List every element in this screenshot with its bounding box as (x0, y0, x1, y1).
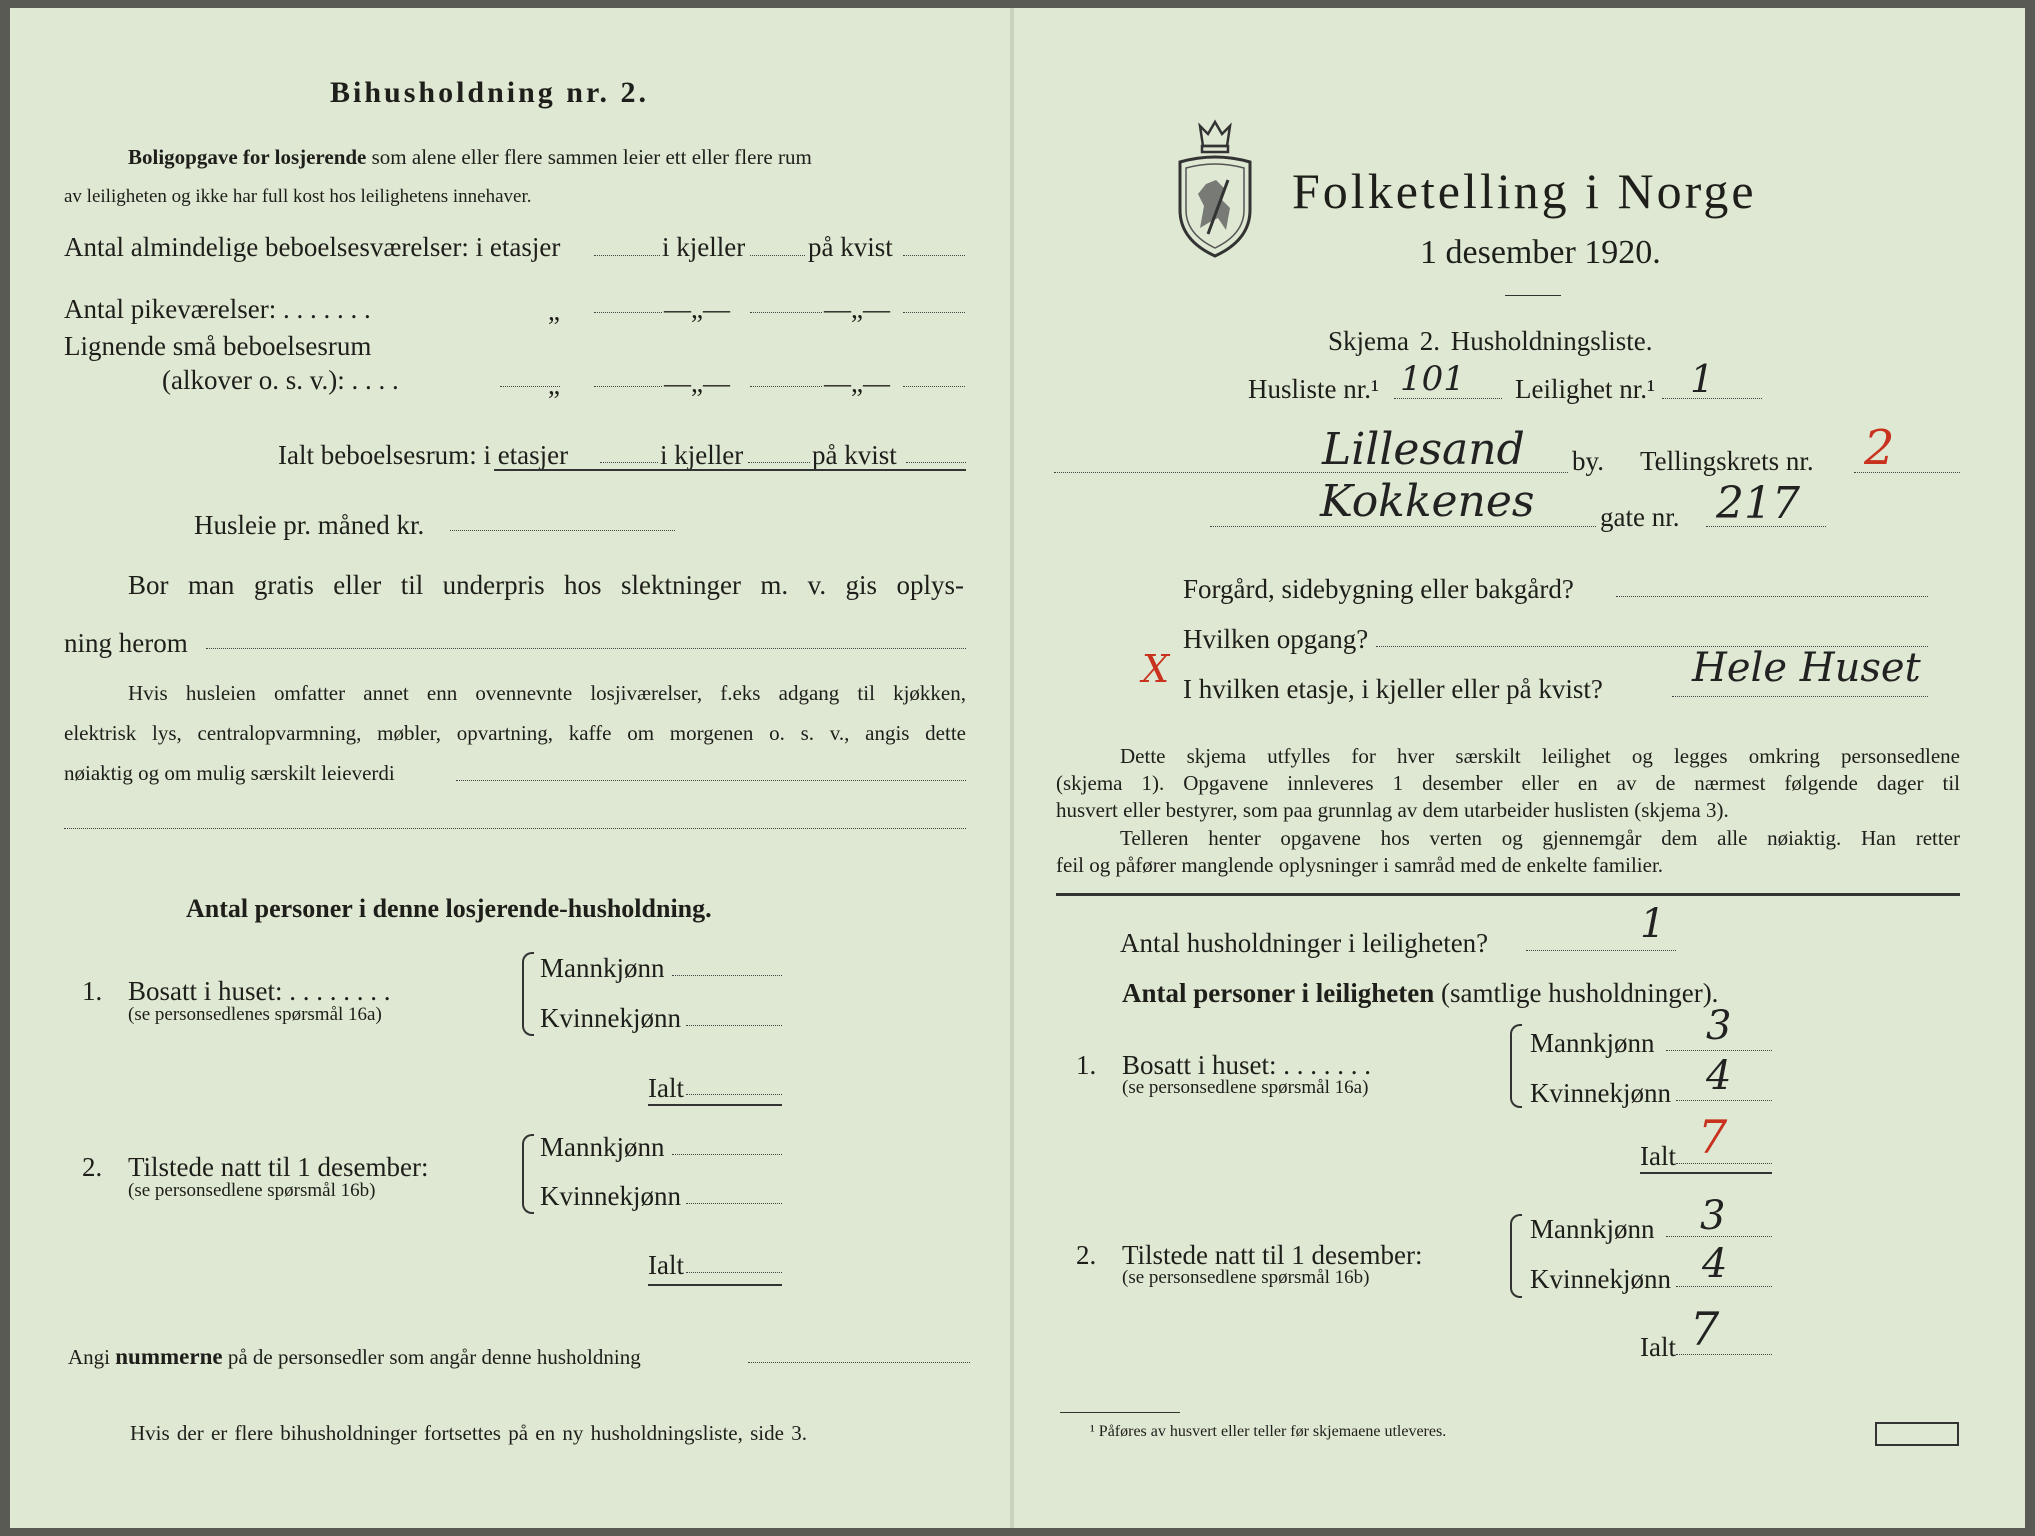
left-q2-label: Tilstede natt til 1 desember: (128, 1152, 429, 1182)
intro-line-2: av leiligheten og ikke har full kost hos leilighetens innehaver. (64, 186, 532, 207)
info-line-2: (skjema 1). Opgavene innleveres 1 desember eller en av de nærmest følgende dager til (1056, 771, 1960, 795)
left-q1-kvinne-line (686, 1025, 782, 1026)
ialt-etasjer-line (600, 462, 658, 463)
ialt-kjeller-label: i kjeller (660, 440, 744, 470)
rooms-kjeller-line (750, 255, 805, 256)
left-q2-kvinne-line (686, 1203, 782, 1204)
footnote: ¹ Påføres av husvert eller teller før skjemaene utleveres. (1090, 1423, 1447, 1440)
gate-label: gate nr. (1600, 502, 1680, 532)
gate-nr-value: 217 (1716, 478, 1800, 529)
etasje-value: Hele Huset (1692, 645, 1921, 691)
left-q1-ialt-underline (648, 1104, 782, 1106)
right-q2-kvinne: Kvinnekjønn (1530, 1264, 1671, 1294)
right-q1-ialt-underline (1640, 1172, 1772, 1174)
left-q1-num: 1. (82, 976, 103, 1006)
pike-line-1 (594, 312, 662, 313)
right-q1-kvinne-line (1676, 1100, 1772, 1101)
ialt-kvist-line (906, 462, 966, 463)
lign-ditto-1: „ (548, 370, 560, 400)
left-q1-ialt: Ialt (648, 1073, 684, 1103)
section-divider (1056, 893, 1960, 896)
form-date: 1 desember 1920. (1420, 234, 1661, 271)
husliste-label: Husliste nr.¹ (1248, 374, 1380, 404)
by-value: Lillesand (1322, 424, 1525, 475)
lign-line-3 (903, 386, 965, 387)
pike-line-3 (903, 312, 965, 313)
etasje-label: I hvilken etasje, i kjeller eller på kvist? (1183, 674, 1603, 704)
right-persons-bold: Antal personer i leiligheten (1122, 978, 1435, 1008)
by-label: by. (1572, 446, 1604, 476)
left-q1-label: Bosatt i huset: . . . . . . . . (128, 976, 391, 1006)
right-q1-label: Bosatt i huset: . . . . . . . (1122, 1050, 1371, 1080)
right-persons-heading (1122, 980, 1718, 1007)
tellingskrets-line (1854, 472, 1960, 473)
hvis-line-2: elektrisk lys, centralopvarmning, møbler, opvartning, kaffe om morgenen o. s. v., angis dette (64, 721, 966, 745)
left-q2-ialt: Ialt (648, 1250, 684, 1280)
lignende-label-1: Lignende små beboelsesrum (64, 331, 372, 361)
title-rule (1505, 295, 1561, 296)
tellingskrets-value: 2 (1864, 420, 1895, 476)
left-footer: Hvis der er flere bihusholdninger fortsettes på en ny husholdningsliste, side 3. (130, 1421, 807, 1445)
left-persons-heading: Antal personer i denne losjerende-husholdning. (186, 894, 712, 923)
rooms-kvist-label: på kvist (808, 232, 893, 262)
husliste-value: 101 (1400, 359, 1465, 399)
leieverdi-line (456, 780, 966, 781)
rooms-label: Antal almindelige beboelsesværelser: i etasjer (64, 232, 561, 262)
lign-ditto-2: —„— (664, 368, 730, 398)
page-fold (1010, 8, 1014, 1528)
info-line-4: Telleren henter opgavene hos verten og gjennemgår dem alle nøiaktig. Han retter (1120, 826, 1960, 850)
right-q1-mann: Mannkjønn (1530, 1028, 1655, 1058)
pike-ditto-3: —„— (824, 294, 890, 324)
lign-line-1 (594, 386, 662, 387)
angi-line (68, 1345, 641, 1368)
left-q1-ialt-line (686, 1094, 782, 1095)
footnote-rule (1060, 1412, 1180, 1413)
left-q2-kvinne: Kvinnekjønn (540, 1181, 681, 1211)
households-line (1526, 950, 1676, 951)
printer-stamp (1875, 1422, 1959, 1446)
ialt-kvist-label: på kvist (812, 440, 897, 470)
right-q2-ialt-line (1676, 1354, 1772, 1355)
ialt-rooms-underline (494, 469, 966, 471)
left-q2-ialt-underline (648, 1284, 782, 1286)
info-line-3: husvert eller bestyrer, som paa grunnlag av dem utarbeider huslisten (skjema 3). (1056, 798, 1729, 822)
right-q1-sub: (se personsedlene spørsmål 16a) (1122, 1077, 1369, 1098)
right-q2-kvinne-line (1676, 1286, 1772, 1287)
husliste-line (1394, 398, 1502, 399)
right-q1-brace (1510, 1024, 1522, 1108)
bor-line-1: Bor man gratis eller til underpris hos slektninger m. v. gis oplys- (128, 570, 964, 600)
left-q1-brace (522, 952, 534, 1036)
right-q1-num: 1. (1076, 1050, 1097, 1080)
forgaard-line (1616, 596, 1928, 597)
right-q2-label: Tilstede natt til 1 desember: (1122, 1240, 1423, 1270)
left-q2-brace (522, 1134, 534, 1214)
ialt-kjeller-line (748, 462, 810, 463)
intro-rest: som alene eller flere sammen leier ett eller flere rum (371, 145, 812, 169)
left-q2-mann: Mannkjønn (540, 1132, 665, 1162)
info-line-1: Dette skjema utfylles for hver særskilt leilighet og legges omkring personsedlene (1120, 744, 1960, 768)
angi-bold: nummerne (115, 1344, 223, 1369)
left-q2-ialt-line (686, 1272, 782, 1273)
form-title: Folketelling i Norge (1292, 163, 1757, 219)
households-label: Antal husholdninger i leiligheten? (1120, 928, 1489, 958)
lignende-label-2: (alkover o. s. v.): . . . . (162, 365, 399, 395)
gate-value: Kokkenes (1320, 476, 1535, 527)
rooms-etasjer-line (594, 255, 660, 256)
right-q1-ialt: Ialt (1640, 1141, 1676, 1171)
gate-line (1210, 526, 1596, 527)
right-q1-ialt-line (1676, 1163, 1772, 1164)
skjema-label: Skjema 2. Husholdningsliste. (1328, 326, 1653, 356)
left-q2-mann-line (672, 1154, 782, 1155)
ialt-rooms-label: Ialt beboelsesrum: i etasjer (278, 440, 569, 470)
left-q1-mann-line (672, 975, 782, 976)
lign-line-0 (500, 386, 560, 387)
husleie-line (450, 530, 675, 531)
rooms-kvist-line (903, 255, 965, 256)
leilighet-value: 1 (1690, 357, 1715, 401)
check-mark: X (1142, 647, 1170, 691)
right-q2-mann: Mannkjønn (1530, 1214, 1655, 1244)
right-q1-ialt-value: 7 (1698, 1110, 1728, 1164)
coat-of-arms-icon (1170, 118, 1260, 260)
by-line (1054, 472, 1568, 473)
angi-rest: på de personsedler som angår denne husholdning (227, 1345, 641, 1369)
right-q2-mann-value: 3 (1700, 1193, 1726, 1239)
tellingskrets-label: Tellingskrets nr. (1640, 446, 1814, 476)
right-q1-mann-value: 3 (1706, 1003, 1732, 1049)
opgang-label: Hvilken opgang? (1183, 624, 1369, 654)
right-q2-kvinne-value: 4 (1702, 1241, 1728, 1287)
intro-line-1 (128, 147, 812, 168)
left-q2-num: 2. (82, 1152, 103, 1182)
right-q2-ialt-value: 7 (1690, 1302, 1720, 1356)
right-q1-kvinne: Kvinnekjønn (1530, 1078, 1671, 1108)
left-q1-mann: Mannkjønn (540, 953, 665, 983)
right-q1-mann-line (1666, 1050, 1772, 1051)
hvis-line-3: nøiaktig og om mulig særskilt leieverdi (64, 761, 395, 785)
right-q2-mann-line (1666, 1236, 1772, 1237)
intro-bold: Boligopgave for losjerende (128, 145, 367, 169)
gate-nr-line (1706, 526, 1826, 527)
rooms-kjeller-label: i kjeller (662, 232, 746, 262)
pike-line-2 (750, 312, 822, 313)
extra-line (64, 828, 966, 829)
angi-pre: Angi (68, 1345, 110, 1369)
info-line-5: feil og påfører manglende oplysninger i samråd med de enkelte familier. (1056, 853, 1664, 877)
husleie-label: Husleie pr. måned kr. (194, 510, 425, 540)
right-q2-num: 2. (1076, 1240, 1097, 1270)
forgaard-label: Forgård, sidebygning eller bakgård? (1183, 574, 1574, 604)
left-q2-sub: (se personsedlene spørsmål 16b) (128, 1180, 376, 1201)
right-q1-kvinne-value: 4 (1706, 1053, 1732, 1099)
hvis-line-1: Hvis husleien omfatter annet enn ovennevnte losjiværelser, f.eks adgang til kjøkken, (128, 681, 966, 705)
bor-line-2: ning herom (64, 628, 188, 658)
leilighet-line (1662, 398, 1762, 399)
pike-ditto-1: „ (548, 296, 560, 326)
lign-ditto-3: —„— (824, 368, 890, 398)
angi-line-dots (748, 1362, 970, 1363)
right-q2-sub: (se personsedlene spørsmål 16b) (1122, 1267, 1370, 1288)
left-q1-kvinne: Kvinnekjønn (540, 1003, 681, 1033)
right-q2-brace (1510, 1214, 1522, 1298)
left-title: Bihusholdning nr. 2. (330, 76, 650, 109)
right-q2-ialt: Ialt (1640, 1332, 1676, 1362)
households-value: 1 (1640, 901, 1666, 947)
pike-ditto-2: —„— (664, 294, 730, 324)
right-persons-rest: (samtlige husholdninger). (1440, 978, 1719, 1008)
left-q1-sub: (se personsedlenes spørsmål 16a) (128, 1004, 382, 1025)
bor-line (206, 648, 966, 649)
leilighet-label: Leilighet nr.¹ (1515, 374, 1656, 404)
etasje-line (1672, 696, 1928, 697)
pike-label: Antal pikeværelser: . . . . . . . (64, 294, 371, 324)
lign-line-2 (750, 386, 822, 387)
